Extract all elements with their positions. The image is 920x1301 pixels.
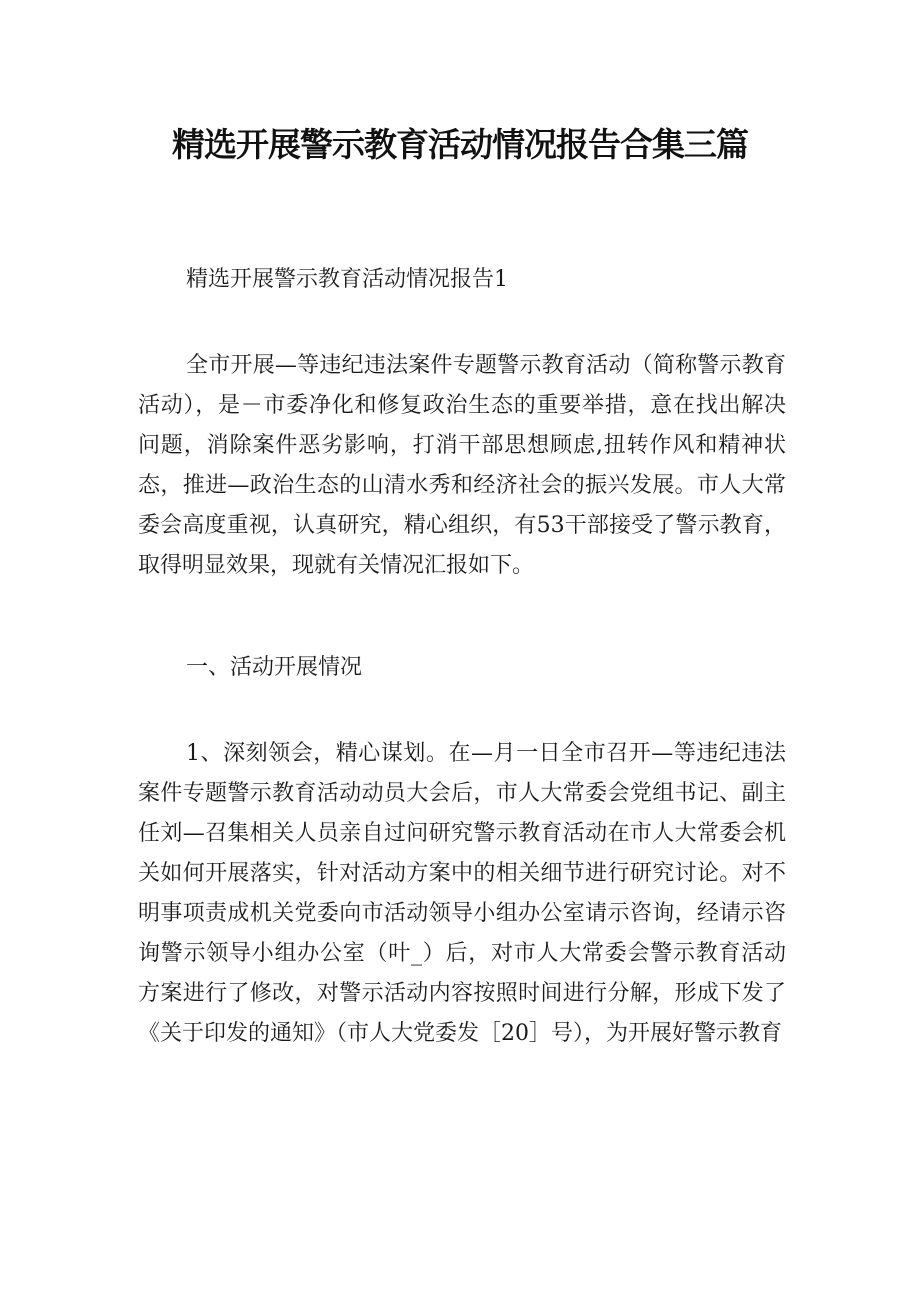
paragraph-section-1: 1、深刻领会，精心谋划。在—月一日全市召开—等违纪违法案件专题警示教育活动动员大会后，市人大常委会党组书记、副主任刘—召集相关人员亲自过问研究警示教育活动在市人大常委会机关如何开展落实，针对活动方案中的相关细节进行研究讨论。对不明事项责成机关党委向市活动领导小组办公室请示咨询，经请示咨询警示领导小组办公室（叶_）后，对市人大常委会警示教育活动方案进行了修改，对警示活动内容按照时间进行分解，形成下发了《关于印发的通知》（市人大党委发［20］号），为开展好警示教育 — [138, 741, 786, 1046]
paragraph-intro: 全市开展—等违纪违法案件专题警示教育活动（简称警示教育活动），是－市委净化和修复政治生态的重要举措，意在找出解决问题，消除案件恶劣影响，打消干部思想顾虑,扭转作风和精神状态，推进—政治生态的山清水秀和经济社会的振兴发展。市人大常委会高度重视，认真研究，精心组织，有53干部接受了警示教育，取得明显效果，现就有关情况汇报如下。 — [138, 353, 786, 578]
document-title: 精选开展警示教育活动情况报告合集三篇 — [172, 125, 748, 164]
section-heading: 一、活动开展情况 — [186, 655, 363, 680]
report-subtitle: 精选开展警示教育活动情况报告1 — [186, 267, 508, 292]
